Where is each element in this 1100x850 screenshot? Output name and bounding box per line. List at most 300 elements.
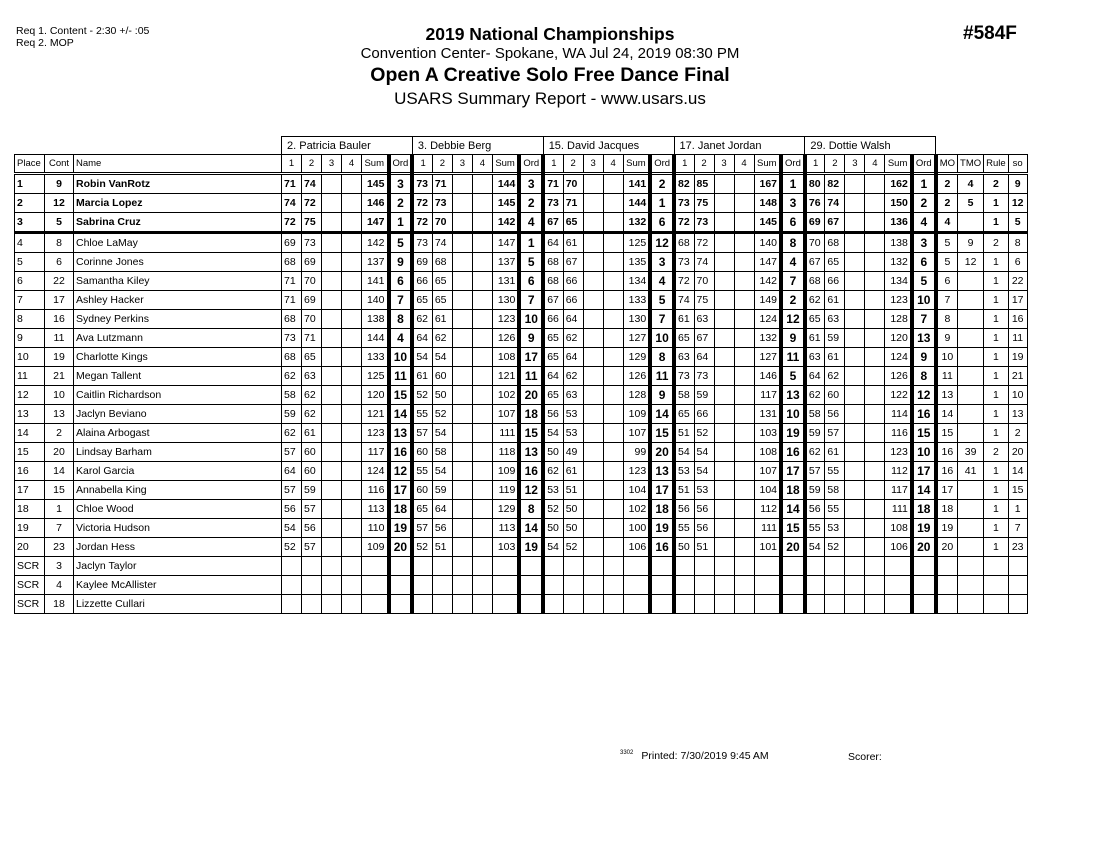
score-4 — [342, 386, 362, 405]
rule-cell: 1 — [984, 213, 1009, 233]
score-2: 61 — [563, 233, 583, 253]
score-2: 72 — [694, 233, 714, 253]
ordinal: 15 — [912, 424, 936, 443]
so-cell: 2 — [1008, 424, 1027, 443]
score-2: 55 — [825, 500, 845, 519]
skater-name: Chloe LaMay — [74, 233, 282, 253]
ordinal: 3 — [781, 194, 805, 213]
score-1: 61 — [412, 367, 432, 386]
empty-cell — [543, 557, 563, 576]
score-3 — [714, 405, 734, 424]
score-1: 59 — [805, 424, 825, 443]
score-2: 73 — [432, 194, 452, 213]
empty-cell — [845, 557, 865, 576]
score-4 — [865, 194, 885, 213]
col-header-ord: Ord — [781, 155, 805, 174]
score-2: 50 — [563, 500, 583, 519]
empty-cell — [1008, 557, 1027, 576]
empty-cell — [845, 595, 865, 614]
score-4 — [342, 405, 362, 424]
so-cell: 1 — [1008, 500, 1027, 519]
place-cell: 19 — [15, 519, 45, 538]
score-1: 65 — [805, 310, 825, 329]
score-1: 72 — [412, 194, 432, 213]
ordinal: 12 — [519, 481, 543, 500]
score-sum: 147 — [492, 233, 519, 253]
ordinal: 18 — [519, 405, 543, 424]
ordinal: 19 — [519, 538, 543, 557]
score-2: 49 — [563, 443, 583, 462]
cont-cell: 9 — [45, 174, 74, 194]
score-sum: 112 — [754, 500, 781, 519]
score-4 — [603, 424, 623, 443]
col-header-ord: Ord — [912, 155, 936, 174]
score-sum: 122 — [885, 386, 912, 405]
col-header-2: 2 — [432, 155, 452, 174]
score-2: 68 — [432, 253, 452, 272]
score-sum: 145 — [754, 213, 781, 233]
tmo-cell — [958, 329, 984, 348]
rule-cell: 1 — [984, 329, 1009, 348]
score-sum: 149 — [754, 291, 781, 310]
table-row — [15, 272, 1028, 291]
score-1: 64 — [805, 367, 825, 386]
score-2: 64 — [563, 348, 583, 367]
score-4 — [342, 367, 362, 386]
score-1: 54 — [543, 424, 563, 443]
score-sum: 108 — [885, 519, 912, 538]
tmo-cell — [958, 367, 984, 386]
col-header-1: 1 — [543, 155, 563, 174]
skater-name: Karol Garcia — [74, 462, 282, 481]
score-2: 64 — [563, 310, 583, 329]
score-3 — [714, 424, 734, 443]
ordinal: 19 — [389, 519, 413, 538]
score-1: 65 — [674, 405, 694, 424]
score-1: 57 — [282, 443, 302, 462]
col-header-2: 2 — [825, 155, 845, 174]
score-sum: 132 — [885, 253, 912, 272]
score-2: 60 — [432, 367, 452, 386]
score-sum: 109 — [623, 405, 650, 424]
judge-name: 3. Debbie Berg — [412, 137, 543, 155]
ordinal: 10 — [519, 310, 543, 329]
mo-cell: 2 — [936, 194, 958, 213]
score-sum: 123 — [885, 443, 912, 462]
score-4 — [342, 233, 362, 253]
ordinal: 2 — [781, 291, 805, 310]
table-row — [15, 481, 1028, 500]
score-3 — [452, 329, 472, 348]
score-sum: 129 — [492, 500, 519, 519]
score-1: 65 — [674, 329, 694, 348]
table-row — [15, 253, 1028, 272]
so-cell: 21 — [1008, 367, 1027, 386]
score-2: 69 — [302, 253, 322, 272]
ordinal: 14 — [389, 405, 413, 424]
ordinal: 2 — [650, 174, 674, 194]
ordinal: 6 — [912, 253, 936, 272]
score-sum: 124 — [362, 462, 389, 481]
score-3 — [845, 481, 865, 500]
skater-name: Ava Lutzmann — [74, 329, 282, 348]
score-1: 50 — [674, 538, 694, 557]
ordinal: 1 — [650, 194, 674, 213]
score-4 — [865, 253, 885, 272]
ordinal: 18 — [912, 500, 936, 519]
score-4 — [865, 310, 885, 329]
print-code: 3302 — [620, 750, 634, 756]
score-4 — [342, 310, 362, 329]
event-name: Open A Creative Solo Free Dance Final — [370, 64, 730, 86]
ordinal: 15 — [650, 424, 674, 443]
empty-cell — [825, 595, 845, 614]
score-3 — [452, 272, 472, 291]
score-2: 59 — [694, 386, 714, 405]
ordinal: 16 — [519, 462, 543, 481]
score-2: 62 — [302, 386, 322, 405]
col-header-4: 4 — [734, 155, 754, 174]
score-1: 59 — [282, 405, 302, 424]
score-1: 57 — [282, 481, 302, 500]
ordinal: 4 — [650, 272, 674, 291]
empty-cell — [342, 557, 362, 576]
rule-cell: 1 — [984, 500, 1009, 519]
ordinal: 8 — [519, 500, 543, 519]
score-3 — [452, 310, 472, 329]
score-2: 61 — [432, 310, 452, 329]
score-sum: 108 — [754, 443, 781, 462]
score-1: 73 — [674, 253, 694, 272]
so-cell: 17 — [1008, 291, 1027, 310]
score-4 — [472, 194, 492, 213]
score-1: 53 — [543, 481, 563, 500]
score-sum: 142 — [492, 213, 519, 233]
mo-cell: 20 — [936, 538, 958, 557]
score-4 — [342, 424, 362, 443]
score-sum: 124 — [885, 348, 912, 367]
score-2: 60 — [302, 443, 322, 462]
ordinal: 18 — [389, 500, 413, 519]
column-header-row — [15, 155, 1028, 174]
score-4 — [603, 253, 623, 272]
score-sum: 130 — [623, 310, 650, 329]
score-3 — [452, 213, 472, 233]
table-row — [15, 462, 1028, 481]
score-1: 82 — [674, 174, 694, 194]
score-2: 73 — [302, 233, 322, 253]
empty-cell — [694, 595, 714, 614]
tmo-cell: 9 — [958, 233, 984, 253]
score-1: 62 — [282, 367, 302, 386]
score-2: 57 — [825, 424, 845, 443]
score-1: 55 — [674, 519, 694, 538]
empty-cell — [452, 576, 472, 595]
empty-cell — [734, 576, 754, 595]
score-1: 55 — [805, 519, 825, 538]
score-2: 70 — [563, 174, 583, 194]
empty-cell — [714, 595, 734, 614]
score-4 — [734, 367, 754, 386]
score-2: 61 — [825, 291, 845, 310]
score-1: 73 — [412, 233, 432, 253]
skater-name: Marcia Lopez — [74, 194, 282, 213]
score-sum: 147 — [754, 253, 781, 272]
score-2: 62 — [825, 367, 845, 386]
score-4 — [865, 329, 885, 348]
score-4 — [342, 348, 362, 367]
score-3 — [714, 519, 734, 538]
score-2: 65 — [432, 272, 452, 291]
place-cell: 2 — [15, 194, 45, 213]
score-3 — [714, 481, 734, 500]
score-sum: 133 — [623, 291, 650, 310]
score-2: 71 — [563, 194, 583, 213]
score-3 — [714, 386, 734, 405]
table-row — [15, 424, 1028, 443]
cont-cell: 6 — [45, 253, 74, 272]
rule-cell: 2 — [984, 233, 1009, 253]
ordinal: 11 — [389, 367, 413, 386]
tmo-cell — [958, 291, 984, 310]
event-number: #584F — [963, 23, 1017, 44]
col-header-4: 4 — [603, 155, 623, 174]
skater-name: Lindsay Barham — [74, 443, 282, 462]
score-4 — [603, 272, 623, 291]
empty-cell — [958, 595, 984, 614]
empty-cell — [674, 557, 694, 576]
empty-cell — [936, 595, 958, 614]
score-1: 64 — [543, 233, 563, 253]
empty-cell — [936, 557, 958, 576]
score-sum: 127 — [754, 348, 781, 367]
score-1: 65 — [543, 348, 563, 367]
so-cell: 9 — [1008, 174, 1027, 194]
score-3 — [845, 538, 865, 557]
ordinal: 3 — [389, 174, 413, 194]
score-3 — [322, 348, 342, 367]
score-4 — [603, 443, 623, 462]
score-1: 56 — [805, 500, 825, 519]
ordinal: 20 — [912, 538, 936, 557]
cont-cell: 7 — [45, 519, 74, 538]
score-sum: 121 — [362, 405, 389, 424]
so-cell: 13 — [1008, 405, 1027, 424]
rule-cell: 1 — [984, 386, 1009, 405]
empty-cell — [885, 595, 912, 614]
rule-cell: 2 — [984, 443, 1009, 462]
skater-name: Samantha Kiley — [74, 272, 282, 291]
score-1: 68 — [282, 253, 302, 272]
score-1: 62 — [282, 424, 302, 443]
empty-cell — [885, 557, 912, 576]
empty-cell — [412, 576, 432, 595]
score-2: 64 — [694, 348, 714, 367]
ordinal: 17 — [519, 348, 543, 367]
rule-cell: 1 — [984, 462, 1009, 481]
score-sum: 144 — [623, 194, 650, 213]
score-4 — [472, 538, 492, 557]
score-1: 54 — [805, 538, 825, 557]
ordinal: 13 — [781, 386, 805, 405]
ordinal: 3 — [519, 174, 543, 194]
score-1: 71 — [282, 272, 302, 291]
score-4 — [342, 519, 362, 538]
score-2: 59 — [432, 481, 452, 500]
score-4 — [342, 253, 362, 272]
empty-cell — [912, 576, 936, 595]
score-sum: 112 — [885, 462, 912, 481]
score-2: 52 — [694, 424, 714, 443]
score-3 — [583, 194, 603, 213]
score-sum: 109 — [492, 462, 519, 481]
printed-timestamp: Printed: 7/30/2019 9:45 AM — [641, 750, 769, 762]
score-4 — [342, 329, 362, 348]
score-2: 52 — [432, 405, 452, 424]
score-2: 62 — [563, 329, 583, 348]
score-1: 61 — [674, 310, 694, 329]
score-2: 63 — [825, 310, 845, 329]
empty-cell — [432, 595, 452, 614]
score-4 — [342, 481, 362, 500]
score-2: 51 — [694, 538, 714, 557]
empty-cell — [389, 576, 413, 595]
empty-cell — [412, 595, 432, 614]
score-sum: 133 — [362, 348, 389, 367]
col-header-ord: Ord — [519, 155, 543, 174]
score-1: 66 — [412, 272, 432, 291]
score-1: 74 — [674, 291, 694, 310]
cont-cell: 12 — [45, 194, 74, 213]
score-3 — [583, 500, 603, 519]
empty-cell — [603, 595, 623, 614]
score-sum: 144 — [362, 329, 389, 348]
score-sum: 111 — [754, 519, 781, 538]
score-2: 61 — [825, 443, 845, 462]
empty-cell — [342, 595, 362, 614]
score-1: 52 — [282, 538, 302, 557]
ordinal: 14 — [781, 500, 805, 519]
score-3 — [452, 253, 472, 272]
score-3 — [714, 500, 734, 519]
score-4 — [472, 500, 492, 519]
table-row — [15, 310, 1028, 329]
score-1: 71 — [282, 291, 302, 310]
score-2: 60 — [825, 386, 845, 405]
score-1: 56 — [674, 500, 694, 519]
ordinal: 19 — [781, 424, 805, 443]
ordinal: 7 — [781, 272, 805, 291]
ordinal: 9 — [781, 329, 805, 348]
empty-cell — [936, 576, 958, 595]
empty-cell — [825, 557, 845, 576]
cont-cell: 2 — [45, 424, 74, 443]
ordinal: 16 — [912, 405, 936, 424]
score-sum: 113 — [492, 519, 519, 538]
empty-cell — [805, 595, 825, 614]
empty-cell — [432, 576, 452, 595]
tmo-cell: 41 — [958, 462, 984, 481]
score-3 — [322, 386, 342, 405]
tmo-cell: 5 — [958, 194, 984, 213]
score-2: 71 — [302, 329, 322, 348]
ordinal: 20 — [389, 538, 413, 557]
score-4 — [734, 348, 754, 367]
table-row — [15, 386, 1028, 405]
score-4 — [865, 481, 885, 500]
score-2: 62 — [563, 367, 583, 386]
score-4 — [603, 386, 623, 405]
empty-cell — [282, 595, 302, 614]
score-4 — [734, 500, 754, 519]
score-3 — [845, 291, 865, 310]
place-cell: SCR — [15, 595, 45, 614]
ordinal: 14 — [912, 481, 936, 500]
skater-name: Kaylee McAllister — [74, 576, 282, 595]
score-4 — [472, 405, 492, 424]
mo-cell: 16 — [936, 443, 958, 462]
empty-cell — [412, 557, 432, 576]
ordinal: 12 — [912, 386, 936, 405]
ordinal: 1 — [389, 213, 413, 233]
score-3 — [322, 174, 342, 194]
tmo-cell — [958, 481, 984, 500]
ordinal: 17 — [389, 481, 413, 500]
ordinal: 2 — [519, 194, 543, 213]
skater-name: Annabella King — [74, 481, 282, 500]
scratched-row — [15, 595, 1028, 614]
score-4 — [865, 386, 885, 405]
score-1: 63 — [674, 348, 694, 367]
score-4 — [734, 194, 754, 213]
so-cell: 7 — [1008, 519, 1027, 538]
empty-cell — [282, 557, 302, 576]
place-cell: SCR — [15, 557, 45, 576]
empty-cell — [650, 576, 674, 595]
ordinal: 11 — [650, 367, 674, 386]
score-3 — [583, 329, 603, 348]
score-3 — [452, 386, 472, 405]
col-header-cont: Cont — [45, 155, 74, 174]
score-2: 69 — [302, 291, 322, 310]
table-row — [15, 443, 1028, 462]
score-3 — [452, 348, 472, 367]
score-3 — [845, 462, 865, 481]
rule-cell: 1 — [984, 481, 1009, 500]
score-3 — [452, 291, 472, 310]
place-cell: 8 — [15, 310, 45, 329]
score-3 — [845, 519, 865, 538]
empty-cell — [623, 576, 650, 595]
score-2: 73 — [694, 367, 714, 386]
mo-cell: 19 — [936, 519, 958, 538]
score-4 — [472, 310, 492, 329]
score-2: 58 — [432, 443, 452, 462]
score-2: 63 — [302, 367, 322, 386]
ordinal: 11 — [519, 367, 543, 386]
ordinal: 6 — [650, 213, 674, 233]
score-2: 53 — [825, 519, 845, 538]
score-sum: 123 — [623, 462, 650, 481]
score-2: 52 — [563, 538, 583, 557]
rule-cell: 1 — [984, 272, 1009, 291]
score-1: 72 — [282, 213, 302, 233]
score-sum: 111 — [492, 424, 519, 443]
score-3 — [322, 424, 342, 443]
score-sum: 134 — [623, 272, 650, 291]
col-header-name: Name — [74, 155, 282, 174]
score-2: 75 — [694, 291, 714, 310]
